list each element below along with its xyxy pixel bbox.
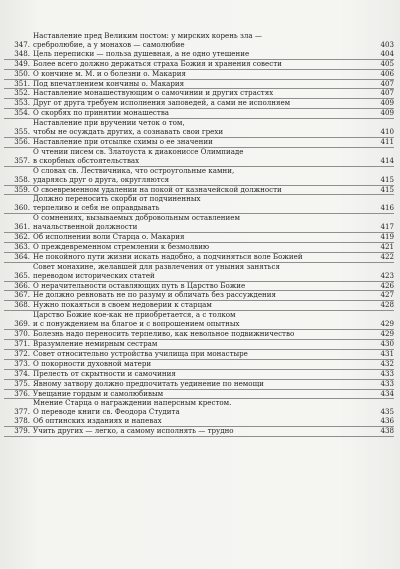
entry-title-line: сребролюбие, а у монахов — самолюбие (33, 40, 185, 49)
entry-title (33, 214, 372, 232)
entry-title-line: О сомнениях, вызываемых добровольным оставлением (33, 214, 240, 223)
entry-title-line: Должно переносить скорби от подчиненных (33, 195, 201, 204)
entry-number: 379. (14, 426, 30, 436)
entry-title-line: О нерачительности оставляющих путь в Царство Божие (33, 281, 246, 290)
entry-title-line: Прелесть от скрытности и самочиния (33, 369, 176, 378)
entry-number: 373. (14, 358, 30, 368)
entry-number: 378. (14, 416, 30, 426)
entry-title-line: О чтении писем св. Златоуста к диакониссе Олимпиаде (33, 147, 244, 156)
entry-title (33, 340, 372, 349)
entry-title-line: Наставление при отсылке схимы о ее значении (33, 137, 213, 146)
entry-title (33, 99, 372, 108)
entry-title-line: ударяясь друг о друга, округляются (33, 175, 170, 184)
entry-page-number: 438 (380, 426, 394, 436)
entry-number: 353. (14, 98, 30, 108)
entry-number: 375. (14, 378, 30, 388)
entry-number: 362. (14, 232, 30, 242)
entry-title (33, 301, 372, 310)
entry-number: 365. (14, 270, 30, 280)
entry-title (33, 380, 372, 389)
entry-title (33, 60, 372, 69)
toc-entry (4, 350, 394, 360)
toc-entry (4, 167, 394, 186)
entry-number: 364. (14, 251, 30, 261)
entry-title (33, 243, 372, 252)
entry-number: 350. (14, 68, 30, 78)
entry-title-line: Царство Божие кое-как не приобретается, а с толком (33, 311, 236, 320)
entry-page-number: 411 (380, 136, 394, 146)
entry-title-line: О покорности духовной матери (33, 359, 152, 368)
entry-page-number: 409 (380, 108, 394, 118)
entry-title (33, 427, 372, 436)
entry-number: 356. (14, 136, 30, 146)
entry-page-number: 421 (380, 241, 394, 251)
entry-title-line: Не покойного пути жизни искать надобно, а подчиняться воле Божией (33, 252, 303, 261)
toc-entry (4, 360, 394, 370)
entry-title-line: Явному затвору должно предпочитать уединение по немощи (33, 379, 264, 388)
entry-page-number: 431 (380, 348, 394, 358)
entry-page-number: 427 (380, 290, 394, 300)
toc-entry (4, 89, 394, 99)
entry-title-line: О словах св. Лествичника, что остроугольные камни, (33, 166, 235, 175)
entry-number: 369. (14, 319, 30, 329)
entry-number: 360. (14, 203, 30, 213)
entry-title-line: Увещание гордым и самолюбивым (33, 389, 164, 398)
toc-entry (4, 390, 394, 400)
entry-number: 376. (14, 388, 30, 398)
entry-page-number: 406 (380, 68, 394, 78)
entry-title (33, 70, 372, 79)
toc-entry (4, 32, 394, 50)
entry-title (33, 233, 372, 242)
entry-page-number: 415 (380, 184, 394, 194)
entry-title-line: Друг от друга требуем исполнения заповедей, а сами не исполняем (33, 99, 291, 108)
entry-title-line: Под впечатлением кончины о. Макария (33, 79, 185, 88)
entry-title-line: О своевременном удалении на покой от казначейской должности (33, 185, 282, 194)
entry-title-line: Не должно ревновать не по разуму и обличать без рассуждения (33, 291, 276, 300)
entry-title-line: Вразумление немирным сестрам (33, 340, 158, 348)
toc-entry (4, 340, 394, 350)
entry-title-line: О кончине м. М. и о болезни о. Макария (33, 69, 186, 78)
entry-title (33, 89, 372, 98)
entry-page-number: 416 (380, 203, 394, 213)
entry-page-number: 429 (380, 329, 394, 339)
entry-title (33, 350, 372, 359)
entry-title-line: терпеливо и себя не оправдывать (33, 204, 160, 213)
entry-title (33, 282, 372, 291)
toc-entry (4, 148, 394, 167)
entry-page-number: 415 (380, 174, 394, 184)
entry-title-line: начальственной должности (33, 223, 138, 232)
toc-entry (4, 60, 394, 70)
entry-page-number: 407 (380, 78, 394, 88)
entry-title-line: переводом исторических статей (33, 271, 155, 280)
entry-title (33, 291, 372, 300)
entry-title-line: О переводе книги св. Феодора Студита (33, 408, 180, 417)
entry-page-number: 434 (380, 388, 394, 398)
entry-title (33, 167, 372, 185)
entry-number: 368. (14, 300, 30, 310)
entry-number: 372. (14, 348, 30, 358)
entry-title (33, 253, 372, 262)
entry-number: 358. (14, 174, 30, 184)
entry-page-number: 407 (380, 88, 394, 98)
entry-title (33, 195, 372, 213)
entry-title-line: Наставление при вручении четок о том, (33, 119, 185, 128)
entry-title (33, 186, 372, 195)
toc-entry (4, 50, 394, 60)
entry-number: 357. (14, 155, 30, 165)
entry-number: 371. (14, 339, 30, 348)
entry-page-number: 435 (380, 407, 394, 417)
entry-page-number: 436 (380, 416, 394, 426)
entry-title-line: чтобы не осуждать других, а сознавать свои грехи (33, 128, 224, 137)
entry-page-number: 433 (380, 368, 394, 378)
toc-entry (4, 370, 394, 380)
toc-entry (4, 214, 394, 233)
entry-page-number: 410 (380, 127, 394, 137)
entry-page-number: 423 (380, 270, 394, 280)
entry-title-line: Об оптинских изданиях и напевах (33, 417, 162, 426)
toc-entry (4, 253, 394, 263)
entry-number: 359. (14, 184, 30, 194)
toc-entry (4, 243, 394, 253)
entry-title (33, 50, 372, 59)
entry-page-number: 429 (380, 319, 394, 329)
entry-page-number: 403 (380, 39, 394, 49)
toc-entry (4, 119, 394, 138)
entry-title (33, 417, 372, 426)
entry-page-number: 430 (380, 339, 394, 348)
entry-page-number: 426 (380, 280, 394, 290)
entry-number: 355. (14, 127, 30, 137)
entry-number: 361. (14, 222, 30, 232)
entry-page-number: 405 (380, 58, 394, 68)
entry-title-line: О преждевременном стремлении к безмолвию (33, 242, 210, 251)
entry-page-number: 409 (380, 98, 394, 108)
entry-number: 377. (14, 407, 30, 417)
toc-entry (4, 399, 394, 417)
entry-title-line: и с понуждением на благое и с вопрошением опытных (33, 320, 240, 329)
entry-number: 374. (14, 368, 30, 378)
entry-title-line: Учить других — легко, а самому исполнять — трудно (33, 427, 234, 436)
entry-page-number: 433 (380, 378, 394, 388)
entry-title (33, 360, 372, 369)
entry-page-number: 428 (380, 300, 394, 310)
entry-title (33, 119, 372, 137)
entry-title (33, 80, 372, 89)
entry-title (33, 263, 372, 281)
entry-page-number: 414 (380, 155, 394, 165)
toc-entry (4, 291, 394, 301)
entry-page-number: 417 (380, 222, 394, 232)
toc-entry (4, 263, 394, 282)
entry-title (33, 390, 372, 399)
entry-title (33, 399, 372, 417)
entry-number: 348. (14, 48, 30, 58)
entry-page-number: 422 (380, 251, 394, 261)
entry-number: 349. (14, 58, 30, 68)
toc-entry (4, 99, 394, 109)
entry-number: 367. (14, 290, 30, 300)
entry-page-number: 404 (380, 48, 394, 58)
entry-number: 351. (14, 78, 30, 88)
entry-title-line: О скорбях по принятии монашества (33, 109, 170, 118)
entry-title-line: Наставление монашествующим о самочинии и других страстях (33, 89, 274, 98)
entry-title-line: Наставление пред Великим постом: у мирских корень зла — (33, 32, 262, 40)
entry-number: 354. (14, 108, 30, 118)
toc-entry (4, 186, 394, 196)
entry-title (33, 109, 372, 118)
entry-title (33, 32, 372, 50)
entry-number: 370. (14, 329, 30, 339)
entry-title-line: Нужно покаяться в своем недоверии к старцам (33, 301, 212, 310)
toc-entry (4, 138, 394, 148)
toc-entry (4, 330, 394, 340)
entry-title (33, 148, 372, 166)
toc-entry (4, 380, 394, 390)
entry-title (33, 311, 372, 329)
entry-title-line: Более всего должно держаться страха Божия и хранения совести (33, 59, 282, 68)
entry-title-line: Совет монахине, желавшей для развлечения от уныния заняться (33, 262, 280, 271)
entry-page-number: 419 (380, 232, 394, 242)
toc-entry (4, 427, 394, 437)
entry-title (33, 330, 372, 339)
toc-entry (4, 311, 394, 330)
entry-number: 347. (14, 39, 30, 49)
entry-page-number: 432 (380, 358, 394, 368)
toc-entry (4, 195, 394, 214)
entry-title-line: Совет относительно устройства училища при монастыре (33, 349, 248, 358)
entry-title (33, 138, 372, 147)
entry-number: 352. (14, 88, 30, 98)
toc-entry (4, 301, 394, 311)
toc-entry (4, 417, 394, 427)
toc-entry (4, 80, 394, 90)
toc-entry (4, 233, 394, 243)
entry-title-line: в скорбных обстоятельствах (33, 156, 140, 165)
toc-entry (4, 282, 394, 292)
entry-title (33, 370, 372, 379)
entry-title-line: Мнение Старца о награждении наперсным крестом. (33, 399, 232, 408)
toc-entry (4, 109, 394, 119)
table-of-contents (4, 32, 394, 437)
entry-title-line: Цель переписки — польза душевная, а не одно утешение (33, 49, 250, 58)
entry-title-line: Болезнь надо переносить терпеливо, как невольное подвижничество (33, 330, 295, 339)
toc-entry (4, 70, 394, 80)
entry-number: 363. (14, 241, 30, 251)
entry-number: 366. (14, 280, 30, 290)
entry-title-line: Об исполнении воли Старца о. Макария (33, 233, 185, 242)
